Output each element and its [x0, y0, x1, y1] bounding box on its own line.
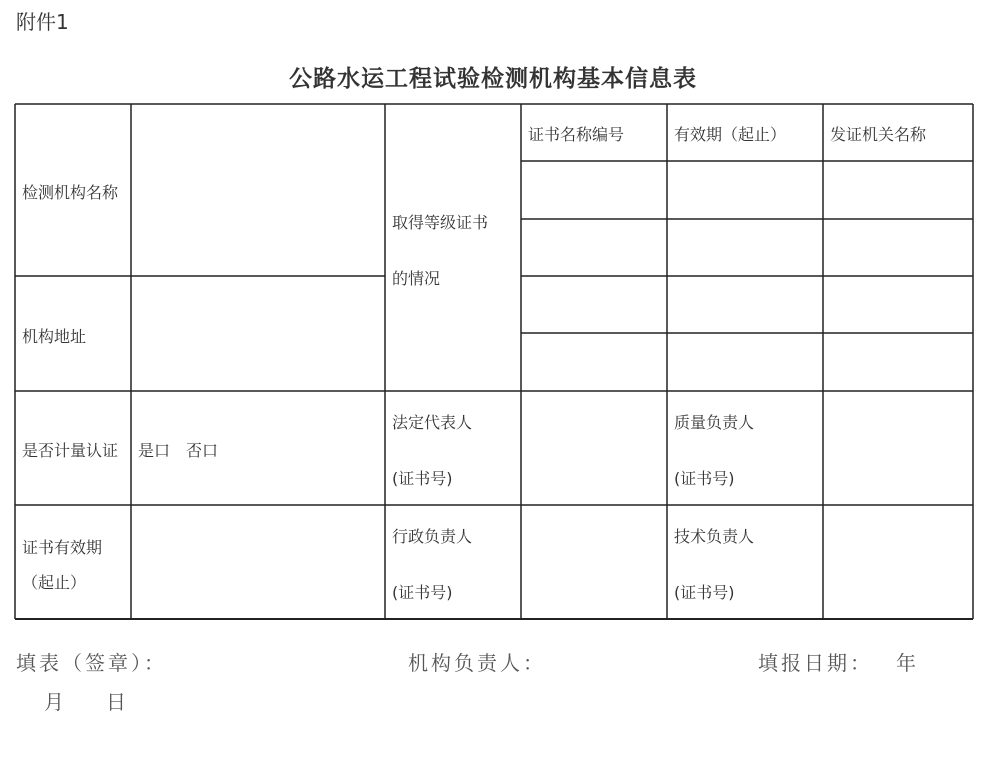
metrology-options[interactable]: 是口 否口 — [138, 441, 219, 460]
attachment-label: 附件1 — [16, 10, 69, 34]
page-title: 公路水运工程试验检测机构基本信息表 — [289, 65, 697, 92]
tech-head-cert-no-label: (证书号) — [674, 583, 735, 602]
date-day-label: 日 — [106, 690, 129, 714]
date-month-label: 月 — [44, 690, 67, 714]
cert-status-label-line1: 取得等级证书 — [392, 213, 489, 232]
org-name-label: 检测机构名称 — [22, 183, 119, 202]
quality-head-cert-no-label: (证书号) — [674, 469, 735, 488]
metrology-label: 是否计量认证 — [22, 441, 119, 460]
address-label: 机构地址 — [22, 327, 87, 346]
cert-status-label-line2: 的情况 — [392, 269, 441, 288]
cert-column-header-validity: 有效期（起止） — [674, 125, 787, 144]
org-head-label: 机构负责人： — [408, 651, 546, 675]
admin-head-label: 行政负责人 — [392, 527, 473, 546]
filler-signature-label: 填表（签章）： — [16, 651, 167, 675]
admin-head-cert-no-label: (证书号) — [392, 583, 453, 602]
tech-head-label: 技术负责人 — [674, 527, 755, 546]
cert-column-header-name: 证书名称编号 — [528, 125, 625, 144]
date-year-label: 年 — [896, 651, 919, 675]
quality-head-label: 质量负责人 — [674, 413, 755, 432]
legal-rep-label: 法定代表人 — [392, 413, 473, 432]
cert-column-header-issuer: 发证机关名称 — [830, 125, 927, 144]
validity-label-line2: （起止） — [22, 573, 87, 592]
legal-rep-cert-no-label: (证书号) — [392, 469, 453, 488]
validity-label-line1: 证书有效期 — [22, 538, 103, 557]
date-label: 填报日期： — [758, 651, 873, 675]
